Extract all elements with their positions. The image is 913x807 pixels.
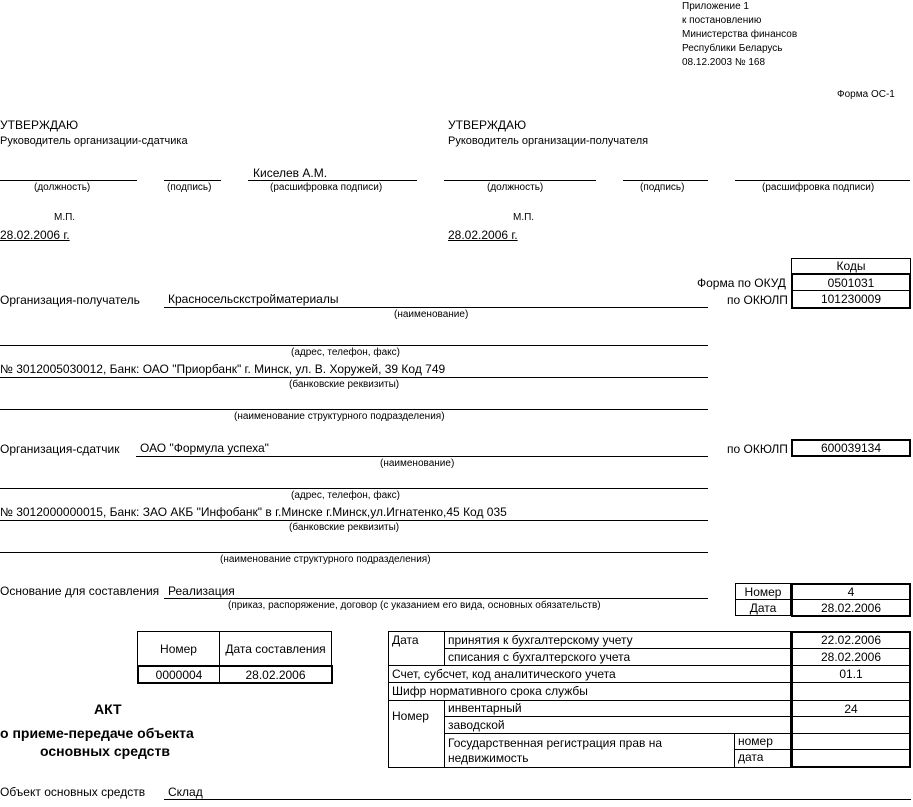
acc-registration-label-2: недвижимость xyxy=(448,751,529,765)
accv-h5 xyxy=(793,716,909,717)
receiver-bank-line xyxy=(0,377,708,378)
acc-factory-label: заводской xyxy=(448,718,505,732)
sender-address-line xyxy=(0,488,708,489)
okulp-sender-label: по ОКЮЛП xyxy=(727,442,788,456)
okulp-sender-value: 600039134 xyxy=(820,441,882,455)
doc-col-number: Номер xyxy=(160,642,197,656)
approve-left-title: УТВЕРЖДАЮ xyxy=(0,118,79,132)
sender-name: ОАО "Формула успеха" xyxy=(140,441,269,455)
object-label: Объект основных средств xyxy=(0,785,146,799)
acc-h3 xyxy=(389,682,790,683)
object-value: Склад xyxy=(168,785,203,799)
doc-table-values xyxy=(137,665,333,684)
acc-account: 01.1 xyxy=(839,667,863,681)
basis-date: 28.02.2006 xyxy=(820,601,882,615)
okud-value: 0501031 xyxy=(827,276,875,290)
approve-right-cap-signature: (подпись) xyxy=(640,182,685,193)
receiver-address-line xyxy=(0,345,708,346)
sender-name-line xyxy=(136,456,708,457)
sender-division-line xyxy=(0,552,708,553)
receiver-name: Красносельскстройматериалы xyxy=(168,292,339,306)
appendix-line-2: к постановлению xyxy=(682,15,762,26)
basis-number-label: Номер xyxy=(744,585,782,599)
acc-number-label: Номер xyxy=(392,709,429,723)
basis-date-label: Дата xyxy=(749,601,777,615)
acc-written-off-label: списания с бухгалтерского учета xyxy=(448,650,631,664)
accounting-values-column xyxy=(791,631,911,768)
basis-value: Реализация xyxy=(168,584,235,598)
okulp-receiver-value: 101230009 xyxy=(820,292,882,306)
accv-h6 xyxy=(793,733,909,734)
approve-left-signer: Киселев А.М. xyxy=(253,166,328,180)
approve-right-decoding-line xyxy=(735,180,910,181)
acc-accepted-label: принятия к бухгалтерскому учету xyxy=(448,633,633,647)
basis-caption: (приказ, распоряжение, договор (с указанием его вида, основных обязательств) xyxy=(228,600,601,611)
sender-bank: № 3012000000015, Банк: ЗАО АКБ "Инфобанк" в г.Минске г.Минск,ул.Игнатенко,45 Код 035 xyxy=(0,505,507,519)
sender-label: Организация-сдатчик xyxy=(0,442,120,456)
accounting-labels-table xyxy=(388,631,791,768)
receiver-cap-division: (наименование структурного подразделения) xyxy=(234,411,445,422)
codes-divider xyxy=(793,290,909,291)
approve-right-date: 28.02.2006 г. xyxy=(448,228,518,242)
approve-right-signature-line xyxy=(623,180,708,181)
acc-reg-date-label: дата xyxy=(738,750,764,764)
sender-cap-address: (адрес, телефон, факс) xyxy=(291,490,400,501)
basis-label: Основание для составления xyxy=(0,584,160,598)
acc-written-off: 28.02.2006 xyxy=(820,650,882,664)
approve-right-cap-decoding: (расшифровка подписи) xyxy=(762,182,875,193)
acc-account-label: Счет, субсчет, код аналитического учета xyxy=(392,667,616,681)
acc-service-life-label: Шифр нормативного срока службы xyxy=(392,684,588,698)
accv-h7 xyxy=(793,749,909,750)
acc-inventory: 24 xyxy=(844,702,858,716)
basis-labels-box xyxy=(735,583,791,616)
okulp-sender-box xyxy=(791,439,911,457)
approve-left-position-line xyxy=(0,180,137,181)
approve-left-cap-position: (должность) xyxy=(34,182,91,193)
approve-left-date: 28.02.2006 г. xyxy=(0,228,70,242)
approve-left-cap-signature: (подпись) xyxy=(167,182,212,193)
acc-reg-number-label: номер xyxy=(738,734,773,748)
codes-box xyxy=(791,273,911,309)
approve-right-title: УТВЕРЖДАЮ xyxy=(448,118,527,132)
sender-cap-name: (наименование) xyxy=(380,458,455,469)
form-name: Форма ОС-1 xyxy=(837,89,895,100)
appendix-line-5: 08.12.2003 № 168 xyxy=(682,57,766,68)
acc-h5 xyxy=(444,716,790,717)
approve-right-role: Руководитель организации-получателя xyxy=(448,135,649,147)
approve-left-decoding-line xyxy=(248,180,417,181)
receiver-bank: № 3012005030012, Банк: ОАО "Приорбанк" г. Минск, ул. В. Хоружей, 39 Код 749 xyxy=(0,362,446,376)
sender-cap-bank: (банковские реквизиты) xyxy=(289,522,400,533)
appendix-line-1: Приложение 1 xyxy=(682,1,749,12)
accv-h3 xyxy=(793,682,909,683)
doc-date: 28.02.2006 xyxy=(245,668,306,682)
codes-header: Коды xyxy=(836,259,866,273)
doc-number: 0000004 xyxy=(155,668,203,682)
act-title-1: АКТ xyxy=(94,701,122,717)
codes-header-cell xyxy=(791,258,911,274)
basis-line xyxy=(164,598,708,599)
sender-bank-line xyxy=(0,520,708,521)
basis-number: 4 xyxy=(847,585,855,599)
receiver-cap-name: (наименование) xyxy=(394,309,469,320)
appendix-line-3: Министерства финансов xyxy=(682,29,798,40)
act-title-2: о приеме-передаче объекта xyxy=(0,725,194,741)
doc-table-header xyxy=(137,631,332,665)
acc-h2 xyxy=(389,665,790,666)
sender-cap-division: (наименование структурного подразделения) xyxy=(220,554,431,565)
basis-values-box xyxy=(791,583,911,617)
receiver-label: Организация-получатель xyxy=(0,293,140,307)
approve-left-signature-line xyxy=(164,180,221,181)
approve-right-mp: М.П. xyxy=(513,212,535,223)
basis-values-divider xyxy=(793,599,909,600)
acc-inventory-label: инвентарный xyxy=(448,701,522,715)
acc-accepted: 22.02.2006 xyxy=(820,633,882,647)
receiver-cap-bank: (банковские реквизиты) xyxy=(289,379,400,390)
accv-h4 xyxy=(793,700,909,701)
acc-date-label: Дата xyxy=(392,633,419,647)
receiver-cap-address: (адрес, телефон, факс) xyxy=(291,347,400,358)
accv-h1 xyxy=(793,648,909,649)
acc-h1 xyxy=(444,648,790,649)
okud-label: Форма по ОКУД xyxy=(697,276,786,290)
approve-left-mp: М.П. xyxy=(54,212,76,223)
basis-labels-divider xyxy=(736,599,790,600)
approve-left-cap-decoding: (расшифровка подписи) xyxy=(270,182,383,193)
okulp-receiver-label: по ОКЮЛП xyxy=(727,293,788,307)
approve-right-cap-position: (должность) xyxy=(487,182,544,193)
doc-col-date: Дата составления xyxy=(225,642,326,656)
receiver-division-line xyxy=(0,409,708,410)
act-title-3: основных средств xyxy=(40,743,170,759)
object-line xyxy=(164,799,911,800)
receiver-name-line xyxy=(164,307,708,308)
approve-left-role: Руководитель организации-сдатчика xyxy=(0,135,188,147)
accv-h2 xyxy=(793,665,909,666)
acc-registration-label-1: Государственная регистрация прав на xyxy=(448,736,663,750)
appendix-line-4: Республики Беларусь xyxy=(682,43,783,54)
approve-right-position-line xyxy=(444,180,596,181)
